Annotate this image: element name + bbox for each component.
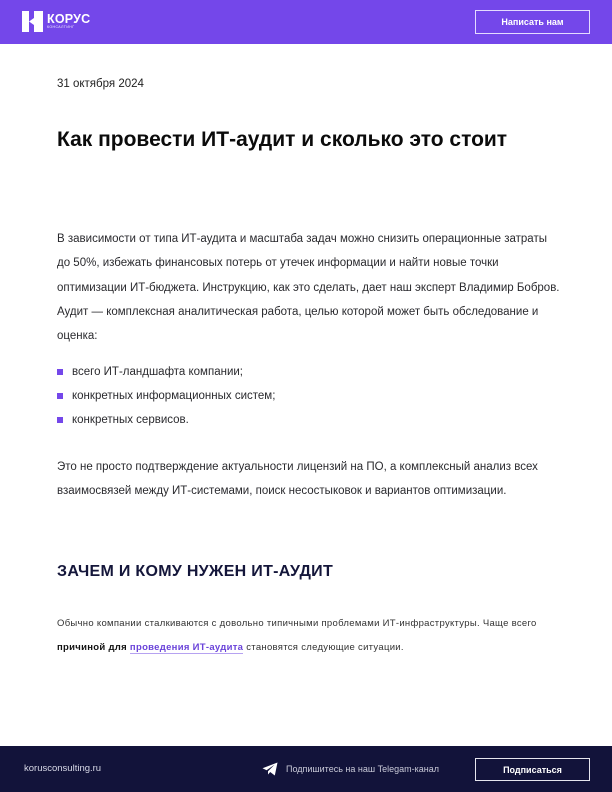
logo-mark-icon xyxy=(22,11,43,32)
site-header xyxy=(0,0,612,44)
it-audit-link[interactable]: проведения ИТ-аудита xyxy=(129,642,244,653)
logo-subtitle: КОНСАЛТИНГ xyxy=(47,25,75,29)
bullet-square-icon xyxy=(57,369,63,375)
telegram-cta-text: Подпишитесь на наш Telegam-канал xyxy=(286,764,439,774)
list-item: конкретных информационных систем; xyxy=(57,384,275,408)
list-item: всего ИТ-ландшафта компании; xyxy=(57,360,275,384)
logo-name: КОРУС xyxy=(47,12,91,26)
audit-scope-list xyxy=(57,360,275,432)
bullet-square-icon xyxy=(57,393,63,399)
site-footer xyxy=(0,746,612,792)
article-date: 31 октября 2024 xyxy=(57,78,144,90)
subscribe-button[interactable]: Подписаться xyxy=(475,758,590,781)
telegram-icon xyxy=(262,762,278,776)
second-paragraph: Это не просто подтверждение актуальности лицензий на ПО, а комплексный анализ всех взаимосвязей между ИТ-системами, поиск несостыковок и вариантов оптимизации. xyxy=(57,461,538,498)
third-paragraph: Обычно компании сталкиваются с довольно типичными проблемами ИТ-инфраструктуры. Чаще всего причиной для проведения ИТ-аудита становятся следующие ситуации. xyxy=(57,618,537,653)
write-us-button[interactable]: Написать нам xyxy=(475,10,590,34)
intro-paragraph: В зависимости от типа ИТ-аудита и масштаба задач можно снизить операционные затраты до 50%, избежать финансовых потерь от утечек информации и найти новые точки оптимизации ИТ-бюджета. Инструкцию, как это сделать, дает наш эксперт Владимир Бобров. Аудит — комплексная аналитическая работа, целью которой может быть обследование и оценка: xyxy=(57,233,560,343)
section-heading: ЗАЧЕМ И КОМУ НУЖЕН ИТ-АУДИТ xyxy=(57,563,334,580)
bullet-square-icon xyxy=(57,417,63,423)
article-title: Как провести ИТ-аудит и сколько это стоит xyxy=(57,128,508,151)
bold-text: причиной для xyxy=(57,642,127,653)
list-item: конкретных сервисов. xyxy=(57,408,275,432)
site-link[interactable]: korusconsulting.ru xyxy=(24,763,102,774)
korus-logo[interactable] xyxy=(22,11,90,32)
